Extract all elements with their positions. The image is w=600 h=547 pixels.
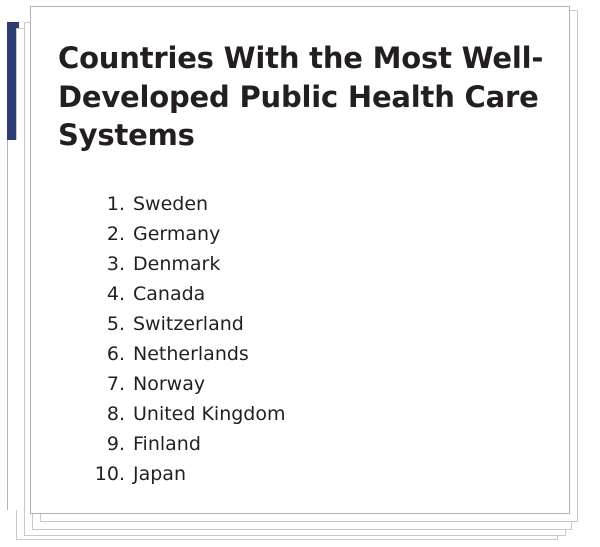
list-item-label: Finland <box>133 433 201 455</box>
list-item-label: Canada <box>133 283 206 305</box>
list-item-label: Denmark <box>133 253 221 275</box>
list-item-number: 10. <box>94 463 125 485</box>
list-item-number: 9. <box>106 433 125 455</box>
card-title: Countries With the Most Well-Developed Public Health Care Systems <box>58 41 544 153</box>
list-item <box>91 339 521 369</box>
front-card <box>30 6 570 514</box>
list-item-label: United Kingdom <box>133 403 286 425</box>
list-item-number: 4. <box>106 283 125 305</box>
list-item <box>91 279 521 309</box>
list-item <box>91 369 521 399</box>
list-item <box>91 219 521 249</box>
list-item <box>91 459 521 489</box>
list-item-number: 8. <box>106 403 125 425</box>
stack-edge-left <box>7 140 19 510</box>
list-item-number: 5. <box>106 313 125 335</box>
list-item-number: 6. <box>106 343 125 365</box>
list-item <box>91 429 521 459</box>
list-item-label: Germany <box>133 223 221 245</box>
list-item-label: Japan <box>133 463 186 485</box>
list-item <box>91 399 521 429</box>
list-item <box>91 249 521 279</box>
list-item-number: 3. <box>106 253 125 275</box>
list-item-label: Netherlands <box>133 343 249 365</box>
list-item-label: Switzerland <box>133 313 244 335</box>
list-item-label: Sweden <box>133 193 209 215</box>
list-item <box>91 189 521 219</box>
list-item-number: 2. <box>106 223 125 245</box>
list-item <box>91 309 521 339</box>
country-list <box>91 189 521 489</box>
list-item-number: 7. <box>106 373 125 395</box>
list-item-number: 1. <box>106 193 125 215</box>
list-item-label: Norway <box>133 373 206 395</box>
